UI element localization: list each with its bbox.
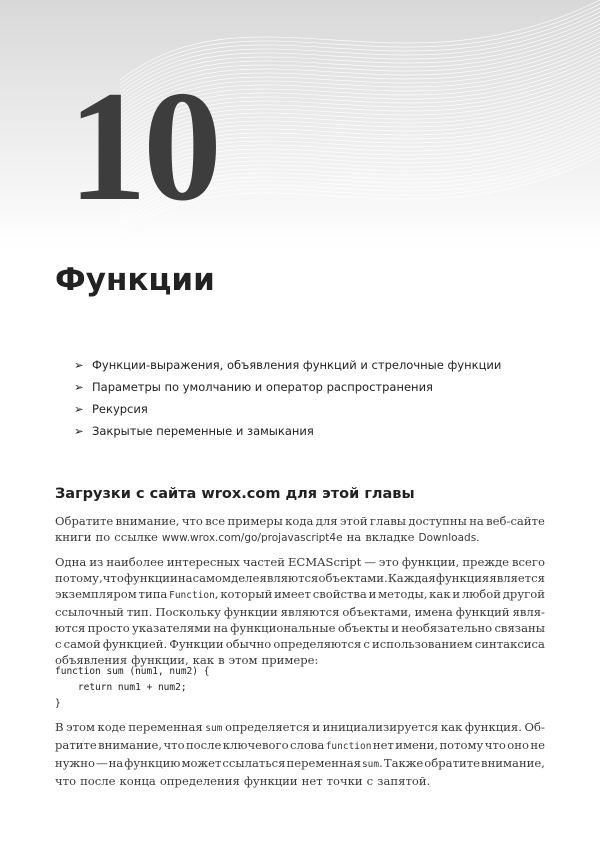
inline-code: function: [325, 741, 372, 752]
word: определяются: [273, 637, 362, 651]
word-group: [364, 554, 376, 570]
word-group: [462, 586, 501, 604]
word: Поскольку: [155, 605, 221, 619]
word-group: [225, 719, 310, 737]
word-group: [229, 652, 258, 668]
word: из: [89, 555, 104, 569]
word: функция: [435, 571, 490, 585]
word: другой: [502, 587, 545, 601]
word-group: [462, 554, 509, 570]
word: функции: [223, 605, 278, 619]
arrow-bullet-icon: ➢: [74, 424, 84, 438]
word-group: [489, 570, 545, 586]
word: как: [440, 720, 463, 734]
word-group: [169, 636, 223, 652]
word-group: [391, 620, 399, 636]
text-line: [55, 529, 545, 546]
word: запятой.: [377, 774, 431, 788]
word-group: [441, 719, 462, 737]
arrow-bullet-icon: ➢: [74, 402, 84, 416]
topic-text: Закрытые переменные и замыкания: [92, 424, 314, 438]
word-group: [55, 604, 124, 620]
word-group: [507, 737, 529, 755]
word: главы: [369, 514, 406, 528]
word-group: [369, 586, 377, 604]
word: с: [363, 637, 370, 651]
word: функцию: [124, 756, 181, 770]
text-line: [55, 737, 545, 755]
word-group: [340, 513, 368, 529]
word: Обратите: [55, 514, 114, 528]
word: деле: [231, 571, 260, 585]
word: функциональные: [230, 621, 336, 635]
topic-item: [74, 378, 501, 400]
word-group: [313, 586, 367, 604]
word-group: [127, 604, 153, 620]
word: внимание,: [98, 738, 163, 752]
word: внимание,: [115, 514, 180, 528]
word: для: [315, 514, 338, 528]
topic-text: Функции-выражения, объявления функций и стрелочные функции: [92, 358, 502, 372]
word-group: [55, 529, 92, 546]
code-block: function sum (num1, num2) { return num1 + num2; }: [55, 666, 210, 709]
text-line: [55, 719, 545, 737]
word: что: [102, 571, 124, 585]
word-group: [465, 719, 522, 737]
word: все: [205, 514, 226, 528]
word: на: [177, 571, 193, 585]
word: являются: [280, 605, 340, 619]
paragraph: [55, 554, 545, 668]
word: на: [469, 514, 484, 528]
text-line: [55, 554, 545, 570]
word-group: [302, 773, 323, 789]
word: на: [213, 621, 228, 635]
word: внимание,: [481, 756, 545, 770]
word-group: [513, 604, 545, 620]
word-group: [80, 773, 115, 789]
word-group: [319, 570, 388, 586]
word: методы,: [378, 587, 428, 601]
word: конца: [119, 774, 156, 788]
word-group: [205, 513, 225, 529]
word-group: [439, 737, 483, 755]
word: доступны: [408, 514, 467, 528]
word-group: [370, 513, 406, 529]
word-group: [167, 554, 240, 570]
word-group: [401, 620, 492, 636]
word: Также: [383, 756, 424, 770]
chapter-title: Функции: [55, 262, 215, 298]
word-group: [378, 586, 427, 604]
word: тип.: [126, 605, 153, 619]
word-group: [66, 719, 95, 737]
word-group: [213, 620, 228, 636]
topic-item: [74, 422, 501, 444]
word: как: [429, 587, 451, 601]
word: использованием: [372, 637, 473, 651]
word: определения: [159, 774, 240, 788]
word-group: [182, 513, 203, 529]
word: синтаксиса: [474, 637, 545, 651]
word: на: [346, 530, 362, 544]
inline-code: sum: [205, 723, 223, 734]
word-group: [377, 773, 430, 789]
word-group: [132, 620, 211, 636]
word-group: [363, 636, 370, 652]
word-group: [485, 737, 506, 755]
word: функций: [455, 605, 510, 619]
word: свойства: [312, 587, 367, 601]
word: по: [95, 530, 111, 544]
word-group: [181, 755, 221, 773]
word: всего: [512, 555, 545, 569]
word: является: [489, 571, 545, 585]
word-group: [163, 737, 184, 755]
word: просто: [87, 621, 130, 635]
link-text: Downloads.: [418, 532, 480, 544]
word-group: [178, 570, 193, 586]
word-group: [436, 570, 489, 586]
word: и: [312, 720, 321, 734]
word-group: [424, 755, 480, 773]
word-group: [290, 737, 324, 755]
text-line: [55, 636, 545, 652]
word-group: [55, 755, 95, 773]
word-group: [326, 737, 372, 755]
word: являются: [259, 571, 319, 585]
word-group: [285, 513, 313, 529]
word: функции,: [131, 653, 189, 667]
word: примеры: [227, 514, 283, 528]
paragraph: [55, 513, 545, 546]
word: функция.: [464, 720, 522, 734]
word: вкладке: [365, 530, 415, 544]
word: .: [379, 756, 383, 770]
text-line: [55, 604, 545, 620]
word-group: [128, 719, 202, 737]
word-group: [124, 755, 180, 773]
word: объявления: [55, 653, 128, 667]
word: примере:: [261, 653, 319, 667]
word: самой: [63, 637, 101, 651]
word: кода: [285, 514, 314, 528]
word-group: [98, 719, 126, 737]
word: оно: [507, 738, 529, 752]
word: самом: [192, 571, 232, 585]
word: нужно: [55, 756, 95, 770]
word: необязательно: [401, 621, 493, 635]
word: любой: [461, 587, 501, 601]
text-line: [55, 755, 545, 773]
word: ссылке: [114, 530, 158, 544]
word-group: [260, 570, 319, 586]
word-group: [55, 620, 85, 636]
word: этой: [339, 514, 368, 528]
word-group: [96, 755, 108, 773]
word-group: [362, 755, 383, 773]
word: ссылочный: [55, 605, 124, 619]
word-group: [155, 604, 221, 620]
word-group: [312, 719, 320, 737]
word: слова: [290, 738, 325, 752]
topic-text: Рекурсия: [92, 402, 148, 416]
word-group: [288, 554, 361, 570]
word-group: [96, 529, 111, 546]
word-group: [388, 570, 436, 586]
word-group: [281, 604, 340, 620]
word-group: [338, 620, 389, 636]
word: наиболее: [106, 555, 164, 569]
word-group: [395, 737, 438, 755]
chapter-topics-list: [74, 356, 501, 444]
word-group: [503, 586, 545, 604]
word: что: [484, 738, 506, 752]
word-group: [372, 636, 473, 652]
word-group: [55, 513, 113, 529]
word-group: [494, 620, 545, 636]
word: переменная: [286, 756, 361, 770]
word: функции: [123, 571, 178, 585]
word: Об-: [524, 720, 545, 734]
word: потому: [439, 738, 484, 752]
word: обычно: [225, 637, 272, 651]
word: с: [366, 774, 374, 788]
word-group: [226, 636, 272, 652]
word: с: [55, 637, 62, 651]
link-text: www.wrox.com/go/projavascript4e: [161, 532, 343, 544]
word-group: [55, 719, 64, 737]
word: может: [181, 756, 222, 770]
word: экземпляром: [55, 587, 137, 601]
word-group: [530, 737, 545, 755]
word-group: [367, 773, 374, 789]
word-group: [323, 719, 439, 737]
topic-item: [74, 400, 501, 422]
word-group: [160, 773, 240, 789]
word: после: [80, 774, 116, 788]
word-group: [481, 755, 545, 773]
word: имени,: [395, 738, 439, 752]
word: который: [220, 587, 273, 601]
word-group: [316, 513, 338, 529]
word-group: [55, 554, 86, 570]
word: в: [218, 653, 225, 667]
text-line: [55, 513, 545, 529]
word-group: [103, 636, 167, 652]
word-group: [262, 652, 319, 668]
text-line: [55, 773, 545, 789]
word: ратите: [55, 738, 97, 752]
word-group: [415, 604, 453, 620]
word-group: [408, 513, 467, 529]
word-group: [274, 586, 311, 604]
word: инициализируется: [322, 720, 439, 734]
word-group: [222, 755, 285, 773]
word: этом: [228, 653, 258, 667]
word-group: [64, 636, 101, 652]
word: Одна: [55, 555, 87, 569]
inline-code: sum: [361, 759, 380, 770]
word: интересных: [166, 555, 240, 569]
word-group: [169, 586, 218, 604]
word-group: [224, 604, 278, 620]
arrow-bullet-icon: ➢: [74, 358, 84, 372]
word: что: [163, 738, 185, 752]
word-group: [452, 586, 460, 604]
word-group: [114, 529, 158, 546]
word: обратите: [424, 756, 481, 770]
word-group: [89, 554, 103, 570]
word-group: [55, 570, 103, 586]
word-group: [273, 636, 361, 652]
word: прежде: [462, 555, 509, 569]
word-group: [106, 554, 163, 570]
word-group: [244, 773, 298, 789]
word: объекты: [337, 621, 389, 635]
word-group: [231, 570, 259, 586]
word: ,: [214, 587, 219, 601]
word: как: [192, 653, 215, 667]
word-group: [103, 570, 124, 586]
word-group: [139, 586, 168, 604]
word: точки: [326, 774, 363, 788]
section-heading: Загрузки с сайта wrox.com для этой главы: [55, 486, 415, 502]
word-group: [429, 586, 450, 604]
topic-text: Параметры по умолчанию и оператор распространения: [92, 380, 433, 394]
word: Функции: [169, 637, 224, 651]
word: и: [391, 621, 399, 635]
word: это: [378, 555, 399, 569]
word-group: [124, 570, 178, 586]
word-group: [55, 737, 97, 755]
text-line: [55, 570, 545, 586]
text-line: [55, 586, 545, 604]
word-group: [475, 636, 545, 652]
word: коде: [97, 720, 126, 734]
word: имеет: [274, 587, 311, 601]
word: объектами.: [318, 571, 388, 585]
word-group: [55, 636, 62, 652]
word: указателями: [132, 621, 211, 635]
word: нет: [301, 774, 323, 788]
word: на: [108, 756, 124, 770]
word-group: [524, 719, 544, 737]
word: после: [185, 738, 222, 752]
word-group: [55, 586, 137, 604]
chapter-number: 10: [68, 59, 218, 234]
word-group: [193, 570, 231, 586]
word-group: [218, 652, 225, 668]
word-group: [342, 604, 411, 620]
word-group: [243, 554, 285, 570]
word-group: [469, 513, 484, 529]
word: В: [55, 720, 64, 734]
word: Каждая: [387, 571, 436, 585]
word-group: [402, 554, 459, 570]
word-group: [205, 719, 222, 737]
word: не: [530, 738, 545, 752]
word: и: [452, 587, 461, 601]
word: явля-: [512, 605, 545, 619]
word: определяется: [225, 720, 310, 734]
word-group: [116, 513, 180, 529]
word-group: [365, 529, 414, 546]
word: функции,: [401, 555, 460, 569]
word: функции: [243, 774, 298, 788]
word: потому,: [55, 571, 103, 585]
word-group: [486, 513, 545, 529]
word-group: [120, 773, 156, 789]
topic-item: [74, 356, 501, 378]
word: —: [364, 555, 376, 569]
word-group: [327, 773, 363, 789]
word: нет: [372, 738, 394, 752]
word: книги: [55, 530, 92, 544]
word: ключевого: [222, 738, 289, 752]
word-group: [373, 737, 394, 755]
word: функцией.: [102, 637, 168, 651]
word: объектами,: [342, 605, 412, 619]
word-group: [98, 737, 162, 755]
word-group: [384, 755, 423, 773]
word-group: [379, 554, 399, 570]
word-group: [230, 620, 335, 636]
text-line: [55, 620, 545, 636]
word: ются: [55, 621, 86, 635]
inline-code: Function: [169, 590, 215, 601]
word: что: [55, 774, 77, 788]
word-group: [512, 554, 545, 570]
arrow-bullet-icon: ➢: [74, 380, 84, 394]
word-group: [186, 737, 221, 755]
word: имена: [414, 605, 453, 619]
word-group: [223, 737, 289, 755]
word: типа: [138, 587, 168, 601]
word: связаны: [494, 621, 545, 635]
word: и: [368, 587, 377, 601]
word-group: [419, 529, 480, 546]
paragraph: [55, 719, 545, 789]
word-group: [55, 773, 76, 789]
word: —: [95, 756, 108, 770]
word-group: [286, 755, 360, 773]
word: веб-сайте: [486, 514, 545, 528]
word: ссылаться: [222, 756, 286, 770]
word-group: [347, 529, 362, 546]
word-group: [88, 620, 130, 636]
word: ECMAScript: [287, 555, 362, 569]
word: частей: [242, 555, 285, 569]
word-group: [162, 529, 343, 546]
word-group: [220, 586, 272, 604]
word: этом: [66, 720, 95, 734]
word-group: [456, 604, 510, 620]
word: что: [181, 514, 203, 528]
word-group: [109, 755, 124, 773]
word: переменная: [128, 720, 203, 734]
word-group: [227, 513, 282, 529]
